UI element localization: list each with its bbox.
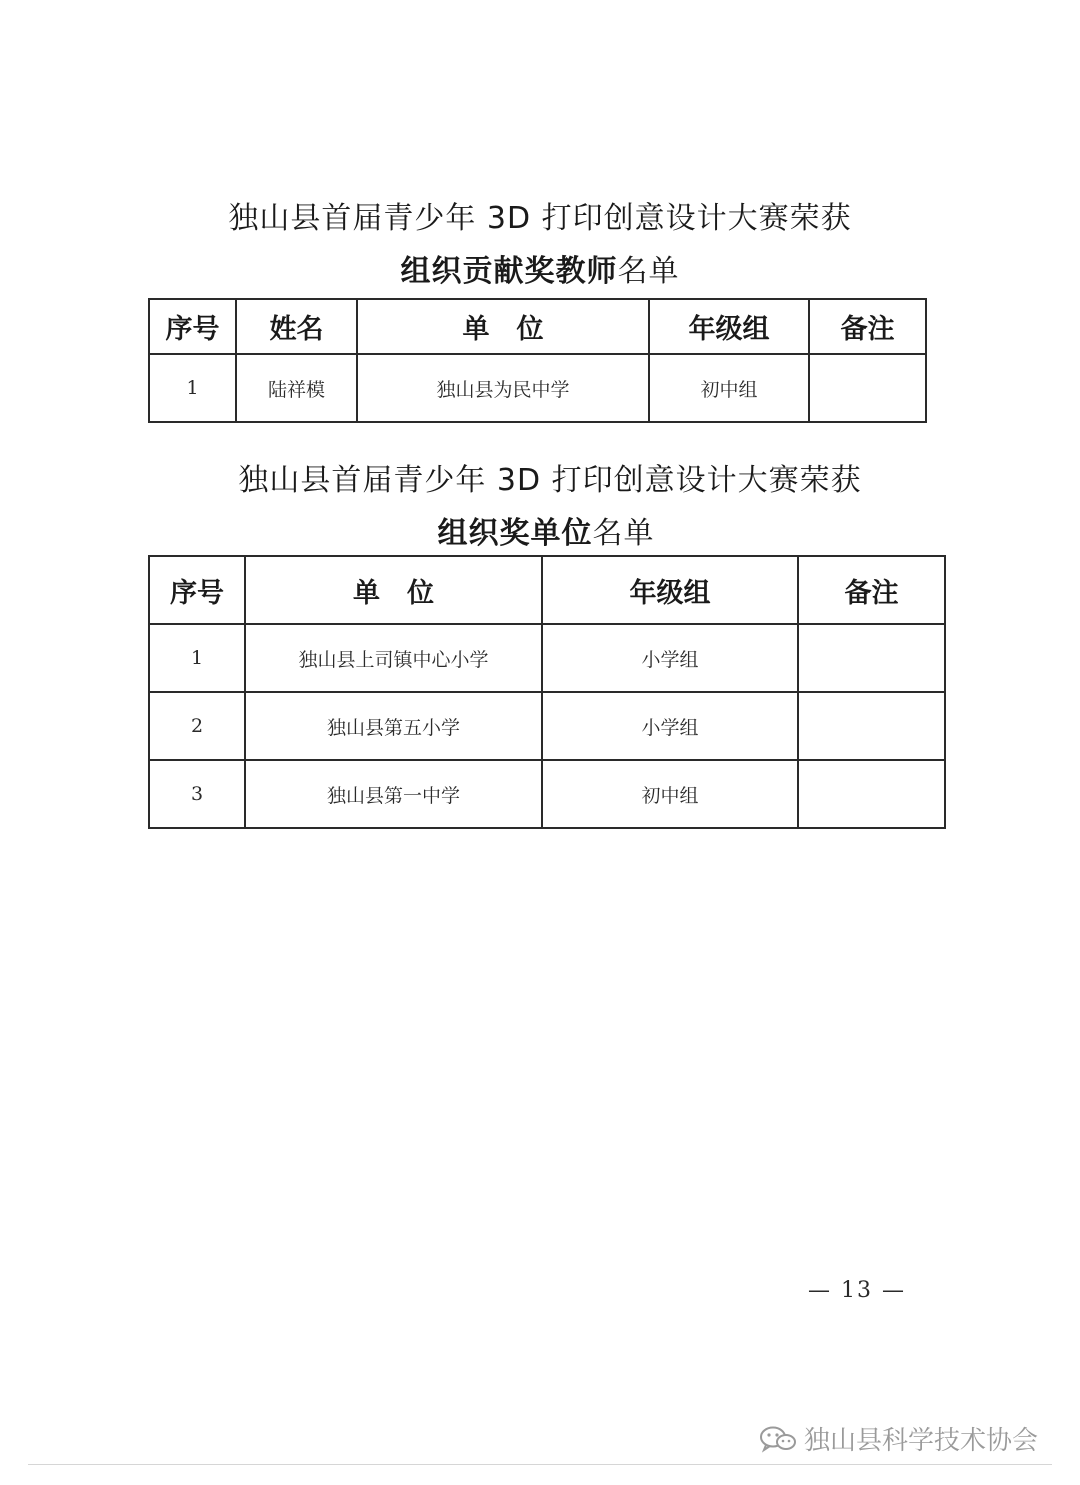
cell-grade: 初中组 xyxy=(542,760,798,828)
table-header-row xyxy=(149,556,945,624)
cell-grade: 小学组 xyxy=(542,624,798,692)
section2-title-bold: 组织奖单位 xyxy=(437,516,593,551)
unit-award-table xyxy=(148,555,946,829)
teacher-award-table xyxy=(148,298,927,423)
section1-title-line2 xyxy=(0,246,1080,290)
table-row xyxy=(149,760,945,828)
table-row xyxy=(149,354,926,422)
header-unit: 单 位 xyxy=(245,556,542,624)
cell-grade: 初中组 xyxy=(649,354,809,422)
header-note: 备注 xyxy=(798,556,945,624)
header-unit: 单 位 xyxy=(357,299,649,354)
cell-note xyxy=(798,760,945,828)
header-grade: 年级组 xyxy=(542,556,798,624)
table-header-row xyxy=(149,299,926,354)
section1-title-normal: 名单 xyxy=(617,254,680,289)
section2-title-normal: 名单 xyxy=(592,516,655,551)
table-row xyxy=(149,692,945,760)
cell-note xyxy=(809,354,926,422)
watermark xyxy=(758,1420,1038,1457)
cell-unit: 独山县第五小学 xyxy=(245,692,542,760)
header-name: 姓名 xyxy=(236,299,357,354)
header-grade: 年级组 xyxy=(649,299,809,354)
header-seq: 序号 xyxy=(149,299,236,354)
cell-unit: 独山县上司镇中心小学 xyxy=(245,624,542,692)
cell-name: 陆祥模 xyxy=(236,354,357,422)
cell-grade: 小学组 xyxy=(542,692,798,760)
cell-seq: 3 xyxy=(149,760,245,828)
cell-unit: 独山县第一中学 xyxy=(245,760,542,828)
section2-title-line1: 独山县首届青少年 3D 打印创意设计大赛荣获 xyxy=(238,463,862,498)
table-row xyxy=(149,624,945,692)
wechat-icon xyxy=(758,1424,798,1454)
cell-seq: 1 xyxy=(149,624,245,692)
cell-note xyxy=(798,692,945,760)
section1-title-line1: 独山县首届青少年 3D 打印创意设计大赛荣获 xyxy=(228,201,852,236)
watermark-text: 独山县科学技术协会 xyxy=(804,1426,1039,1456)
section1-title-bold: 组织贡献奖教师 xyxy=(400,254,618,289)
cell-seq: 2 xyxy=(149,692,245,760)
section2-title-line2 xyxy=(6,508,1080,552)
header-seq: 序号 xyxy=(149,556,245,624)
header-note: 备注 xyxy=(809,299,926,354)
cell-seq: 1 xyxy=(149,354,236,422)
cell-unit: 独山县为民中学 xyxy=(357,354,649,422)
cell-note xyxy=(798,624,945,692)
page-number: — 13 — xyxy=(808,1278,906,1303)
scan-edge-divider xyxy=(28,1464,1052,1465)
